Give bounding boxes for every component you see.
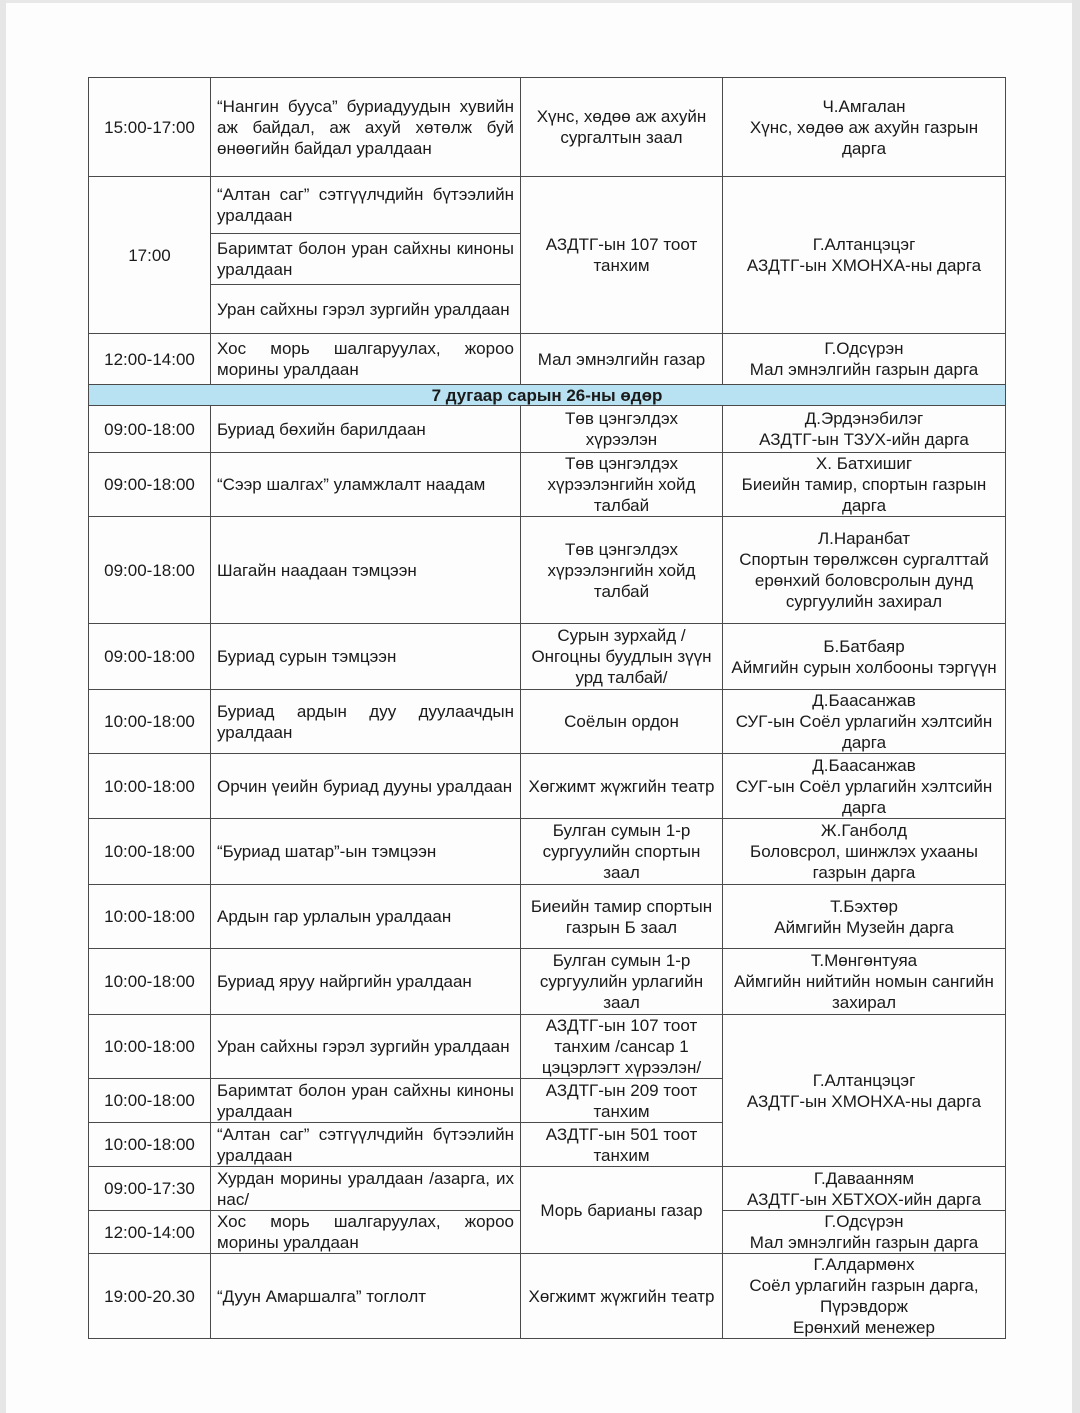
place-cell: Мал эмнэлгийн газар bbox=[521, 334, 723, 385]
time-cell: 10:00-18:00 bbox=[89, 754, 211, 819]
time-cell: 10:00-18:00 bbox=[89, 1123, 211, 1167]
person-title: АЗДТГ-ын ХМОНХА-ны дарга bbox=[746, 256, 982, 275]
person-cell bbox=[723, 819, 1006, 885]
event-cell: Хос морь шалгаруулах, жороо морины уралдаан bbox=[211, 1211, 521, 1254]
table-row bbox=[89, 517, 1006, 624]
person-title: АЗДТГ-ын ТЗУХ-ийн дарга bbox=[759, 430, 969, 449]
event-cell: Орчин үеийн буриад дууны уралдаан bbox=[211, 754, 521, 819]
person-cell bbox=[723, 334, 1006, 385]
person-name: Л.Наранбат bbox=[817, 529, 911, 548]
time-cell: 10:00-18:00 bbox=[89, 1015, 211, 1079]
table-row bbox=[89, 334, 1006, 385]
person-cell bbox=[723, 1167, 1006, 1211]
event-cell: “Нангин бууса” буриадуудын хувийн аж байдал, аж ахуй хөтөлж буй өнөөгийн байдал уралдаан bbox=[211, 78, 521, 177]
place-cell: АЗДТГ-ын 501 тоот танхим bbox=[521, 1123, 723, 1167]
table-row bbox=[89, 406, 1006, 453]
table-row bbox=[89, 1015, 1006, 1079]
place-cell: АЗДТГ-ын 209 тоот танхим bbox=[521, 1079, 723, 1123]
schedule-table bbox=[88, 77, 1006, 1339]
table-row bbox=[89, 885, 1006, 949]
person2-title: Ерөнхий менежер bbox=[793, 1318, 935, 1337]
place-cell: Булган сумын 1-р сургуулийн урлагийн заал bbox=[521, 949, 723, 1015]
table-row bbox=[89, 177, 1006, 234]
place-cell: Хүнс, хөдөө аж ахуйн сургалтын заал bbox=[521, 78, 723, 177]
person-name: Ж.Ганболд bbox=[820, 821, 908, 840]
person-name: Г.Одсүрэн bbox=[824, 339, 904, 358]
time-cell: 09:00-18:00 bbox=[89, 624, 211, 690]
event-cell: Хурдан морины уралдаан /азарга, их нас/ bbox=[211, 1167, 521, 1211]
event-cell: “Алтан саг” сэтгүүлчдийн бүтээлийн уралдаан bbox=[211, 177, 521, 234]
person-name: Б.Батбаяр bbox=[823, 636, 905, 656]
time-cell: 09:00-17:30 bbox=[89, 1167, 211, 1211]
person-cell bbox=[723, 690, 1006, 754]
table-row bbox=[89, 1254, 1006, 1339]
place-cell: Төв цэнгэлдэх хүрээлэн bbox=[521, 406, 723, 453]
event-cell: Шагайн наадаан тэмцээн bbox=[211, 517, 521, 624]
event-cell: Буриад бөхийн барилдаан bbox=[211, 406, 521, 453]
person-name: Д.Баасанжав bbox=[812, 691, 916, 710]
time-cell: 17:00 bbox=[89, 177, 211, 334]
event-cell: Баримтат болон уран сайхны киноны уралдаан bbox=[211, 1079, 521, 1123]
event-cell: Буриад ардын дуу дуулаачдын уралдаан bbox=[211, 690, 521, 754]
time-cell: 12:00-14:00 bbox=[89, 334, 211, 385]
time-cell: 09:00-18:00 bbox=[89, 406, 211, 453]
person-name: Г.Одсүрэн bbox=[824, 1212, 904, 1231]
person-cell bbox=[723, 1254, 1006, 1339]
event-cell: Баримтат болон уран сайхны киноны уралдаан bbox=[211, 234, 521, 285]
table-row bbox=[89, 949, 1006, 1015]
event-cell: “Сээр шалгах” уламжлалт наадам bbox=[211, 453, 521, 517]
day-header: 7 дугаар сарын 26-ны өдөр bbox=[89, 385, 1006, 406]
table-row bbox=[89, 819, 1006, 885]
event-cell: Хос морь шалгаруулах, жороо морины уралдаан bbox=[211, 334, 521, 385]
event-cell: “Дуун Амаршалга” тоглолт bbox=[211, 1254, 521, 1339]
place-cell: Соёлын ордон bbox=[521, 690, 723, 754]
event-cell: “Буриад шатар”-ын тэмцээн bbox=[211, 819, 521, 885]
event-cell: Уран сайхны гэрэл зургийн уралдаан bbox=[211, 285, 521, 334]
time-cell: 10:00-18:00 bbox=[89, 690, 211, 754]
table-row bbox=[89, 690, 1006, 754]
person-cell bbox=[723, 517, 1006, 624]
table-row bbox=[89, 1167, 1006, 1211]
table-row bbox=[89, 624, 1006, 690]
person-title: Спортын төрөлжсөн сургалттай ерөнхий боловсролын дунд сургуулийн захирал bbox=[739, 550, 989, 611]
time-cell: 09:00-18:00 bbox=[89, 453, 211, 517]
person-title: Соёл урлагийн газрын дарга, bbox=[749, 1276, 979, 1295]
table-row bbox=[89, 754, 1006, 819]
person-cell bbox=[723, 949, 1006, 1015]
person-cell bbox=[723, 624, 1006, 690]
place-cell: Төв цэнгэлдэх хүрээлэнгийн хойд талбай bbox=[521, 517, 723, 624]
time-cell: 10:00-18:00 bbox=[89, 819, 211, 885]
day-header-row bbox=[89, 385, 1006, 406]
person-name: Д.Баасанжав bbox=[812, 755, 916, 775]
person-cell bbox=[723, 1015, 1006, 1167]
time-cell: 10:00-18:00 bbox=[89, 949, 211, 1015]
person-title: АЗДТГ-ын ХБТХОХ-ийн дарга bbox=[746, 1189, 982, 1209]
place-cell: АЗДТГ-ын 107 тоот танхим /сансар 1 цэцэрлэгт хүрээлэн/ bbox=[521, 1015, 723, 1079]
person2-name: Пүрэвдорж bbox=[820, 1297, 908, 1316]
time-cell: 15:00-17:00 bbox=[89, 78, 211, 177]
table-row bbox=[89, 78, 1006, 177]
place-cell: Хөгжимт жүжгийн театр bbox=[521, 1254, 723, 1339]
person-title: Аймгийн Музейн дарга bbox=[774, 917, 954, 937]
table-row bbox=[89, 453, 1006, 517]
person-name: Г.Алтанцэцэг bbox=[812, 1070, 916, 1090]
person-name: Ч.Амгалан bbox=[822, 96, 906, 116]
person-name: Г.Алтанцэцэг bbox=[812, 235, 916, 254]
person-title: Мал эмнэлгийн газрын дарга bbox=[749, 1233, 979, 1252]
person-title: Аймгийн сурын холбооны тэргүүн bbox=[731, 657, 997, 677]
person-cell bbox=[723, 78, 1006, 177]
person-cell bbox=[723, 453, 1006, 517]
person-title: СУГ-ын Соёл урлагийн хэлтсийн дарга bbox=[735, 776, 993, 817]
event-cell: Ардын гар урлалын уралдаан bbox=[211, 885, 521, 949]
time-cell: 10:00-18:00 bbox=[89, 1079, 211, 1123]
person-cell bbox=[723, 754, 1006, 819]
person-title: СУГ-ын Соёл урлагийн хэлтсийн дарга bbox=[735, 712, 993, 752]
person-name: Д.Эрдэнэбилэг bbox=[804, 409, 924, 428]
person-name: Т.Бэхтөр bbox=[830, 896, 898, 916]
place-cell: Хөгжимт жүжгийн театр bbox=[521, 754, 723, 819]
event-cell: Буриад сурын тэмцээн bbox=[211, 624, 521, 690]
person-title: Биеийн тамир, спортын газрын дарга bbox=[741, 475, 987, 515]
page-edge bbox=[1072, 0, 1080, 1413]
time-cell: 10:00-18:00 bbox=[89, 885, 211, 949]
place-cell: Морь барианы газар bbox=[521, 1167, 723, 1254]
event-cell: Буриад яруу найргийн уралдаан bbox=[211, 949, 521, 1015]
place-cell: Төв цэнгэлдэх хүрээлэнгийн хойд талбай bbox=[521, 453, 723, 517]
person-cell bbox=[723, 885, 1006, 949]
time-cell: 12:00-14:00 bbox=[89, 1211, 211, 1254]
person-cell bbox=[723, 177, 1006, 334]
person-title: АЗДТГ-ын ХМОНХА-ны дарга bbox=[746, 1091, 982, 1111]
place-cell: Булган сумын 1-р сургуулийн спортын заал bbox=[521, 819, 723, 885]
place-cell: АЗДТГ-ын 107 тоот танхим bbox=[521, 177, 723, 334]
person-title: Хүнс, хөдөө аж ахуйн газрын дарга bbox=[749, 117, 979, 158]
person-title: Мал эмнэлгийн газрын дарга bbox=[749, 360, 979, 379]
event-cell: “Алтан саг” сэтгүүлчдийн бүтээлийн уралдаан bbox=[211, 1123, 521, 1167]
person-cell bbox=[723, 406, 1006, 453]
place-cell: Сурын зурхайд /Онгоцны буудлын зүүн урд талбай/ bbox=[521, 624, 723, 690]
place-cell: Биеийн тамир спортын газрын Б заал bbox=[521, 885, 723, 949]
person-title: Аймгийн нийтийн номын сангийн захирал bbox=[734, 972, 994, 1012]
person-name: Х. Батхишиг bbox=[815, 454, 913, 473]
person-cell bbox=[723, 1211, 1006, 1254]
event-cell: Уран сайхны гэрэл зургийн уралдаан bbox=[211, 1015, 521, 1079]
person-name: Т.Мөнгөнтуяа bbox=[810, 951, 918, 970]
person-name: Г.Даваанням bbox=[813, 1168, 915, 1188]
time-cell: 19:00-20.30 bbox=[89, 1254, 211, 1339]
page-edge bbox=[0, 0, 6, 1413]
time-cell: 09:00-18:00 bbox=[89, 517, 211, 624]
person-name: Г.Алдармөнх bbox=[813, 1255, 915, 1274]
person-title: Боловсрол, шинжлэх ухааны газрын дарга bbox=[750, 842, 978, 882]
page-edge bbox=[0, 0, 1080, 3]
